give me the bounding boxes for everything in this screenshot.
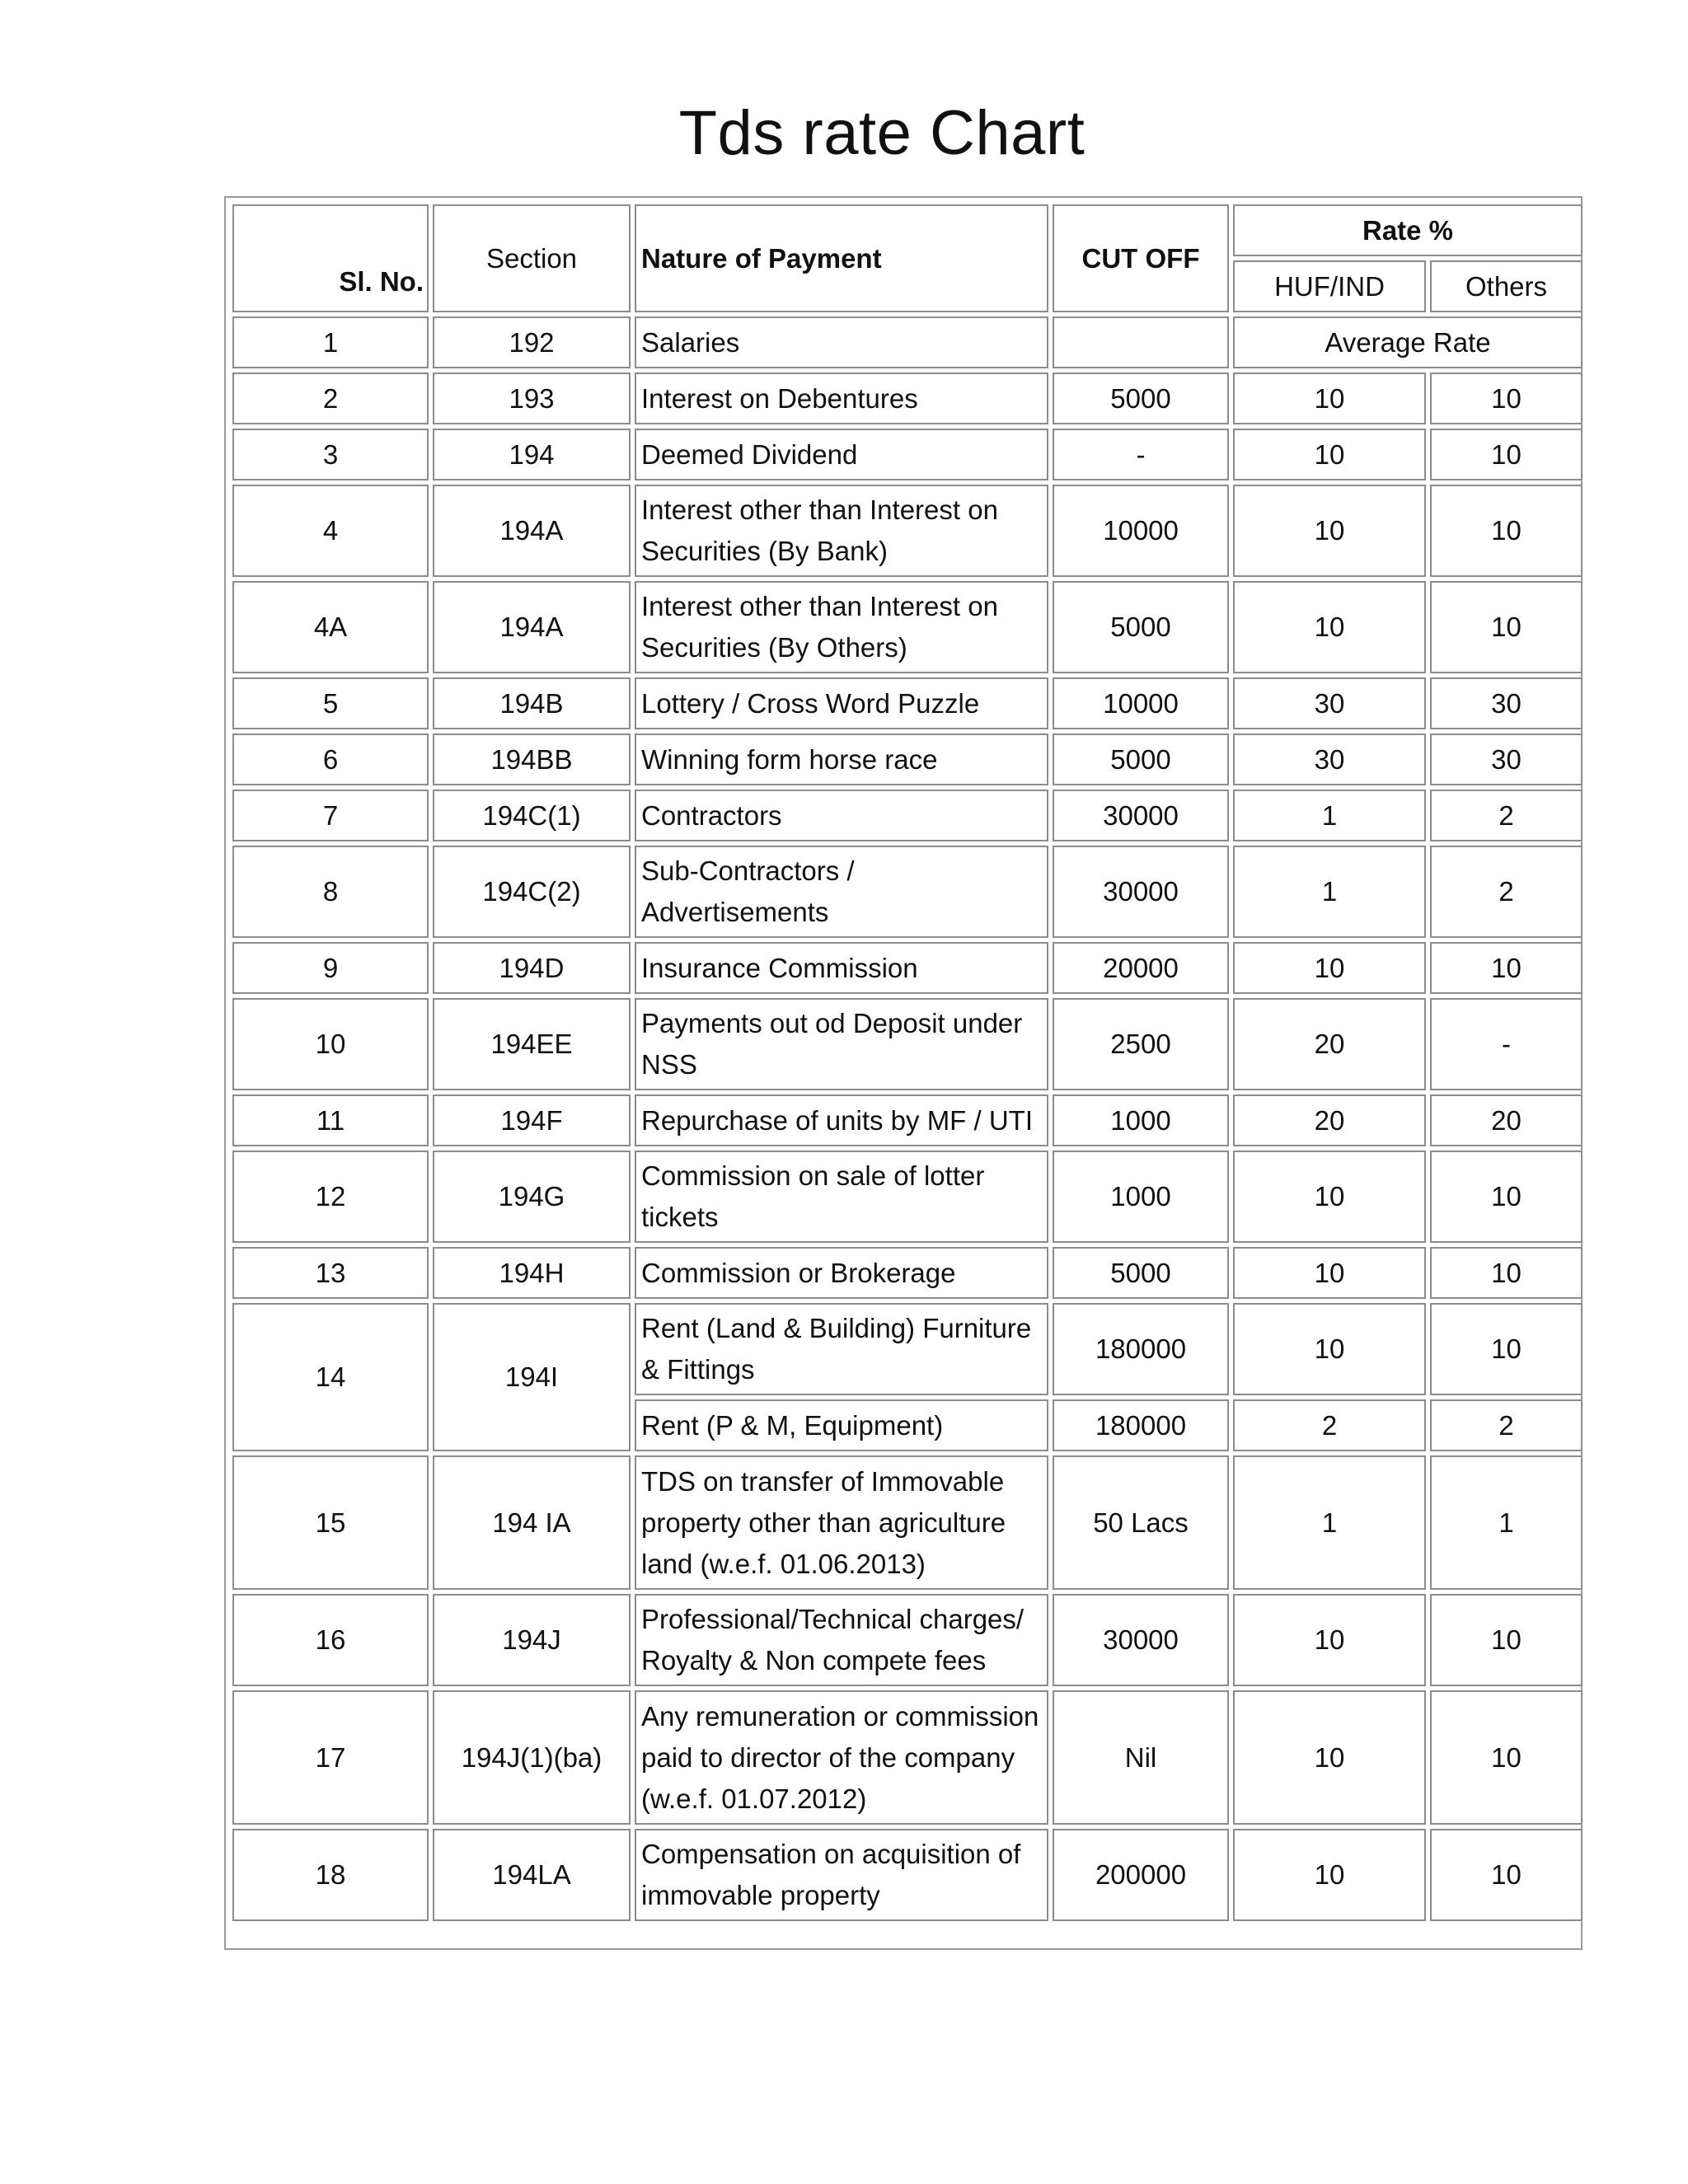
huf-rate-cell: 2	[1233, 1399, 1426, 1451]
nature-cell: Commission on sale of lotter tickets	[635, 1151, 1048, 1243]
cutoff-cell: 10000	[1053, 677, 1229, 729]
header-cut-off: CUT OFF	[1053, 204, 1229, 312]
sl-no-cell: 7	[232, 790, 429, 841]
table-row	[232, 429, 1582, 480]
nature-cell: Lottery / Cross Word Puzzle	[635, 677, 1048, 729]
section-cell: 194F	[433, 1094, 631, 1146]
section-cell: 194	[433, 429, 631, 480]
others-rate-cell: -	[1430, 998, 1582, 1090]
tds-rate-table-frame	[224, 196, 1582, 1950]
sl-no-cell: 1	[232, 316, 429, 368]
section-cell: 192	[433, 316, 631, 368]
nature-cell: Any remuneration or commission paid to director of the company (w.e.f. 01.07.2012)	[635, 1690, 1048, 1825]
table-row	[232, 846, 1582, 938]
others-rate-cell: 10	[1430, 581, 1582, 673]
header-rate-percent: Rate %	[1233, 204, 1582, 256]
sl-no-cell: 8	[232, 846, 429, 938]
nature-cell: Professional/Technical charges/ Royalty & Non compete fees	[635, 1594, 1048, 1686]
others-rate-cell: 20	[1430, 1094, 1582, 1146]
page-title: Tds rate Chart	[678, 98, 1085, 168]
table-row	[232, 1594, 1582, 1686]
huf-rate-cell: 10	[1233, 429, 1426, 480]
cutoff-cell: 50 Lacs	[1053, 1455, 1229, 1590]
others-rate-cell: 10	[1430, 1247, 1582, 1299]
table-row	[232, 581, 1582, 673]
nature-cell: Insurance Commission	[635, 942, 1048, 994]
others-rate-cell: 10	[1430, 1829, 1582, 1921]
huf-rate-cell: 30	[1233, 677, 1426, 729]
section-cell: 194C(1)	[433, 790, 631, 841]
section-cell: 194C(2)	[433, 846, 631, 938]
header-section: Section	[433, 204, 631, 312]
nature-cell: Repurchase of units by MF / UTI	[635, 1094, 1048, 1146]
section-cell: 194B	[433, 677, 631, 729]
cutoff-cell: 20000	[1053, 942, 1229, 994]
nature-cell: Salaries	[635, 316, 1048, 368]
section-cell: 194G	[433, 1151, 631, 1243]
section-cell: 194J	[433, 1594, 631, 1686]
nature-cell: Winning form horse race	[635, 733, 1048, 785]
others-rate-cell: 2	[1430, 790, 1582, 841]
sl-no-cell: 17	[232, 1690, 429, 1825]
table-row	[232, 677, 1582, 729]
huf-rate-cell: 10	[1233, 1151, 1426, 1243]
huf-rate-cell: 20	[1233, 998, 1426, 1090]
huf-rate-cell: 10	[1233, 1690, 1426, 1825]
others-rate-cell: 2	[1430, 1399, 1582, 1451]
nature-cell: Contractors	[635, 790, 1048, 841]
header-row	[232, 204, 1582, 256]
section-cell: 194D	[433, 942, 631, 994]
others-rate-cell: 10	[1430, 429, 1582, 480]
cutoff-cell: 5000	[1053, 733, 1229, 785]
sl-no-cell: 15	[232, 1455, 429, 1590]
tds-rate-table	[228, 200, 1587, 1925]
nature-cell: TDS on transfer of Immovable property other than agriculture land (w.e.f. 01.06.2013)	[635, 1455, 1048, 1590]
cutoff-cell: 5000	[1053, 581, 1229, 673]
nature-cell: Sub-Contractors / Advertisements	[635, 846, 1048, 938]
cutoff-cell: 5000	[1053, 1247, 1229, 1299]
others-rate-cell: 10	[1430, 942, 1582, 994]
others-rate-cell: 10	[1430, 373, 1582, 424]
cutoff-cell: -	[1053, 429, 1229, 480]
sl-no-cell: 4A	[232, 581, 429, 673]
sl-no-cell: 6	[232, 733, 429, 785]
section-cell: 194 IA	[433, 1455, 631, 1590]
sl-no-cell: 16	[232, 1594, 429, 1686]
table-row	[232, 1094, 1582, 1146]
cutoff-cell: 5000	[1053, 373, 1229, 424]
table-row	[232, 1690, 1582, 1825]
cutoff-cell: 180000	[1053, 1303, 1229, 1395]
others-rate-cell: 10	[1430, 485, 1582, 577]
sl-no-cell: 3	[232, 429, 429, 480]
huf-rate-cell: 10	[1233, 1303, 1426, 1395]
huf-rate-cell: 1	[1233, 846, 1426, 938]
table-row	[232, 373, 1582, 424]
table-row	[232, 942, 1582, 994]
sl-no-cell: 14	[232, 1303, 429, 1451]
huf-rate-cell: 30	[1233, 733, 1426, 785]
table-row	[232, 1151, 1582, 1243]
nature-cell: Commission or Brokerage	[635, 1247, 1048, 1299]
section-cell: 194LA	[433, 1829, 631, 1921]
table-row	[232, 998, 1582, 1090]
sl-no-cell: 18	[232, 1829, 429, 1921]
huf-rate-cell: 10	[1233, 1247, 1426, 1299]
cutoff-cell: 1000	[1053, 1094, 1229, 1146]
table-row	[232, 733, 1582, 785]
huf-rate-cell: 10	[1233, 1594, 1426, 1686]
nature-cell: Rent (P & M, Equipment)	[635, 1399, 1048, 1451]
nature-cell: Interest other than Interest on Securities (By Bank)	[635, 485, 1048, 577]
section-cell: 194EE	[433, 998, 631, 1090]
section-cell: 194J(1)(ba)	[433, 1690, 631, 1825]
others-rate-cell: 30	[1430, 733, 1582, 785]
nature-cell: Interest other than Interest on Securities (By Others)	[635, 581, 1048, 673]
header-sl-no: Sl. No.	[232, 204, 429, 312]
cutoff-cell	[1053, 316, 1229, 368]
header-nature-of-payment: Nature of Payment	[635, 204, 1048, 312]
table-row	[232, 1303, 1582, 1395]
sl-no-cell: 13	[232, 1247, 429, 1299]
cutoff-cell: 180000	[1053, 1399, 1229, 1451]
cutoff-cell: 10000	[1053, 485, 1229, 577]
nature-cell: Interest on Debentures	[635, 373, 1048, 424]
cutoff-cell: 1000	[1053, 1151, 1229, 1243]
table-row	[232, 485, 1582, 577]
huf-rate-cell: 10	[1233, 581, 1426, 673]
section-cell: 194A	[433, 485, 631, 577]
cutoff-cell: 30000	[1053, 846, 1229, 938]
cutoff-cell: 30000	[1053, 1594, 1229, 1686]
sl-no-cell: 11	[232, 1094, 429, 1146]
section-cell: 194BB	[433, 733, 631, 785]
huf-rate-cell: 1	[1233, 1455, 1426, 1590]
section-cell: 194I	[433, 1303, 631, 1451]
nature-cell: Deemed Dividend	[635, 429, 1048, 480]
others-rate-cell: 10	[1430, 1594, 1582, 1686]
huf-rate-cell: 10	[1233, 373, 1426, 424]
sl-no-cell: 9	[232, 942, 429, 994]
huf-rate-cell: 10	[1233, 485, 1426, 577]
rate-span-cell: Average Rate	[1233, 316, 1582, 368]
table-row	[232, 1247, 1582, 1299]
huf-rate-cell: 1	[1233, 790, 1426, 841]
cutoff-cell: 30000	[1053, 790, 1229, 841]
cutoff-cell: 2500	[1053, 998, 1229, 1090]
others-rate-cell: 2	[1430, 846, 1582, 938]
huf-rate-cell: 10	[1233, 1829, 1426, 1921]
section-cell: 194H	[433, 1247, 631, 1299]
nature-cell: Payments out od Deposit under NSS	[635, 998, 1048, 1090]
sl-no-cell: 10	[232, 998, 429, 1090]
nature-cell: Compensation on acquisition of immovable property	[635, 1829, 1048, 1921]
table-row	[232, 316, 1582, 368]
others-rate-cell: 10	[1430, 1303, 1582, 1395]
sl-no-cell: 5	[232, 677, 429, 729]
others-rate-cell: 1	[1430, 1455, 1582, 1590]
cutoff-cell: 200000	[1053, 1829, 1229, 1921]
nature-cell: Rent (Land & Building) Furniture & Fittings	[635, 1303, 1048, 1395]
table-row	[232, 1455, 1582, 1590]
table-row	[232, 790, 1582, 841]
huf-rate-cell: 10	[1233, 942, 1426, 994]
sl-no-cell: 2	[232, 373, 429, 424]
section-cell: 193	[433, 373, 631, 424]
others-rate-cell: 10	[1430, 1151, 1582, 1243]
sl-no-cell: 12	[232, 1151, 429, 1243]
header-huf-ind: HUF/IND	[1233, 260, 1426, 312]
header-others: Others	[1430, 260, 1582, 312]
sl-no-cell: 4	[232, 485, 429, 577]
others-rate-cell: 10	[1430, 1690, 1582, 1825]
huf-rate-cell: 20	[1233, 1094, 1426, 1146]
cutoff-cell: Nil	[1053, 1690, 1229, 1825]
section-cell: 194A	[433, 581, 631, 673]
table-row	[232, 1829, 1582, 1921]
others-rate-cell: 30	[1430, 677, 1582, 729]
